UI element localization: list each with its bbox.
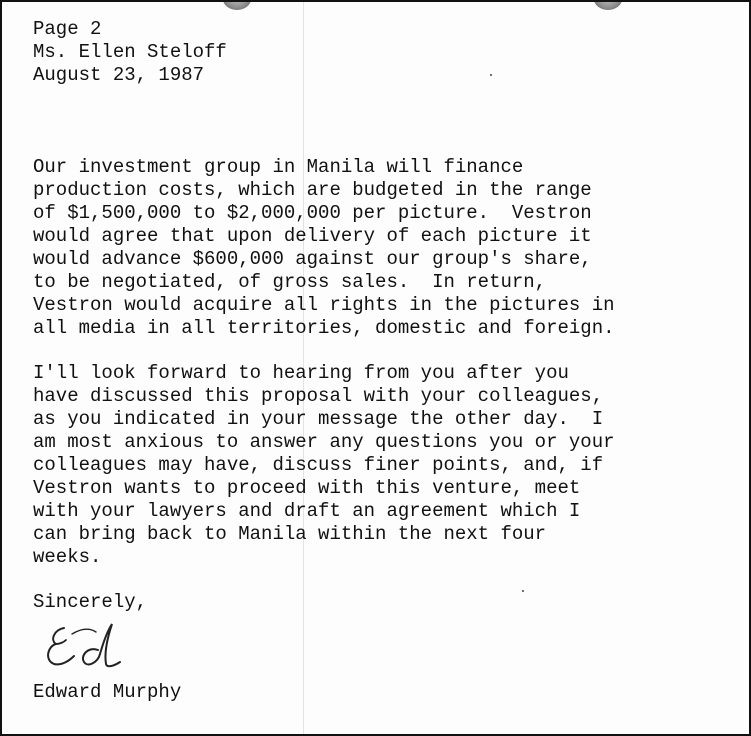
hole-punch-icon — [223, 0, 251, 10]
paragraph-line: I'll look forward to hearing from you after you — [33, 362, 569, 384]
signer-name: Edward Murphy — [33, 681, 182, 703]
paragraph-line: of $1,500,000 to $2,000,000 per picture. Vestron — [33, 202, 592, 224]
letter-date: August 23, 1987 — [33, 64, 205, 86]
paragraph-line: Vestron wants to proceed with this venture, meet — [33, 477, 581, 499]
paragraph-line: colleagues may have, discuss finer points, and, if — [33, 454, 604, 476]
letter-header — [33, 18, 227, 87]
recipient-name: Ms. Ellen Steloff — [33, 41, 227, 63]
hole-punch-icon — [594, 0, 622, 10]
paragraph-line: have discussed this proposal with your colleagues, — [33, 385, 604, 407]
paragraph-line: with your lawyers and draft an agreement which I — [33, 500, 581, 522]
body-paragraph-1 — [33, 156, 615, 340]
paragraph-line: all media in all territories, domestic and foreign. — [33, 317, 615, 339]
speck — [490, 74, 492, 76]
page-number: Page 2 — [33, 18, 102, 40]
paragraph-line: would agree that upon delivery of each picture it — [33, 225, 592, 247]
closing-salutation: Sincerely, — [33, 591, 148, 613]
paragraph-line: am most anxious to answer any questions you or your — [33, 431, 615, 453]
handwritten-signature — [42, 620, 132, 672]
speck — [522, 590, 524, 592]
paragraph-line: as you indicated in your message the other day. I — [33, 408, 604, 430]
paragraph-line: would advance $600,000 against our group's share, — [33, 248, 592, 270]
paragraph-line: weeks. — [33, 546, 102, 568]
paragraph-line: production costs, which are budgeted in the range — [33, 179, 592, 201]
paragraph-line: to be negotiated, of gross sales. In return, — [33, 271, 547, 293]
paragraph-line: Vestron would acquire all rights in the pictures in — [33, 294, 615, 316]
paragraph-line: can bring back to Manila within the next four — [33, 523, 547, 545]
paragraph-line: Our investment group in Manila will finance — [33, 156, 524, 178]
body-paragraph-2 — [33, 362, 615, 569]
